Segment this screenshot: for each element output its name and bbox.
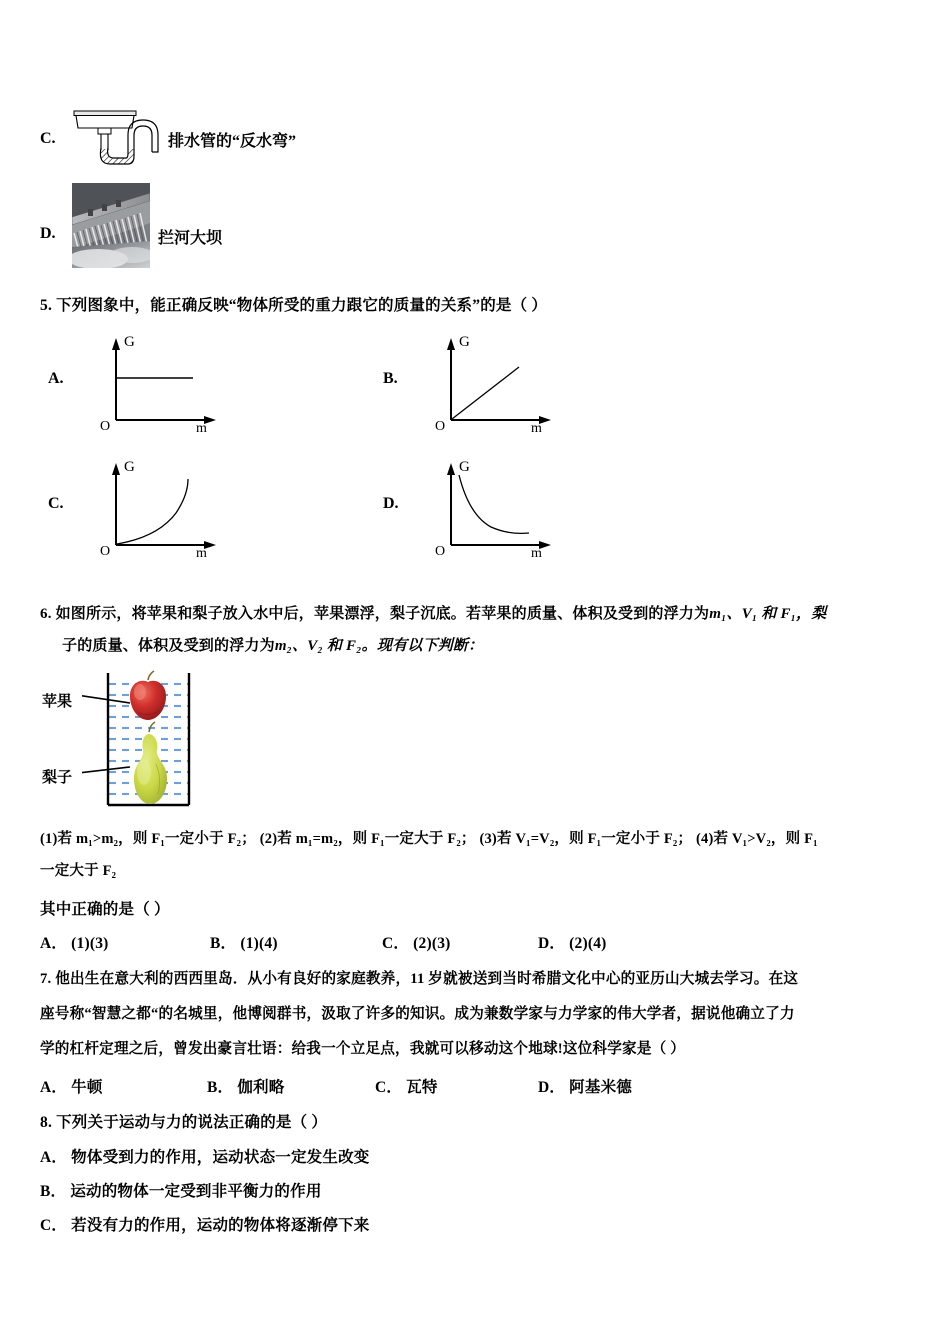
graph-d-x-label: m	[531, 546, 542, 557]
question7-option-c-text: 瓦特	[406, 1079, 438, 1096]
graph-d-origin: O	[435, 544, 446, 557]
question8-option-a-text: 物体受到力的作用，运动状态一定发生改变	[71, 1149, 370, 1166]
question6-option-d-letter: D．	[538, 935, 566, 952]
question6-option-a-letter: A．	[40, 935, 68, 952]
question6-option-d-text: (2)(4)	[569, 935, 607, 952]
question6-prompt-text: 其中正确的是（ ）	[40, 901, 170, 918]
question5-stem-text: 下列图象中，能正确反映“物体所受的重力跟它的质量的关系”的是（ ）	[56, 297, 548, 314]
question7-option-d[interactable]	[538, 1071, 632, 1105]
question5-stem	[40, 289, 547, 323]
question7-option-b-letter: B．	[207, 1079, 234, 1096]
question7-option-d-text: 阿基米德	[569, 1079, 632, 1096]
question8-option-a-letter: A．	[40, 1149, 68, 1166]
question7-option-c[interactable]	[375, 1071, 438, 1105]
question8-option-b[interactable]	[40, 1175, 322, 1209]
graph-c-origin: O	[100, 544, 111, 557]
graph-b-origin: O	[435, 419, 446, 432]
option-c-letter: C.	[48, 495, 64, 512]
beaker-with-fruit-diagram	[82, 668, 252, 818]
question7-option-d-letter: D．	[538, 1079, 566, 1096]
question8-stem-text: 下列关于运动与力的说法正确的是（ ）	[56, 1114, 328, 1131]
option-d-letter: D.	[383, 495, 399, 512]
graph-b-x-label: m	[531, 421, 542, 432]
question8-option-c[interactable]	[40, 1209, 369, 1243]
question8-option-b-letter: B．	[40, 1183, 67, 1200]
graph-a-horizontal-line	[78, 332, 228, 432]
question7-option-a-text: 牛顿	[71, 1079, 103, 1096]
question6-option-c-letter: C．	[382, 935, 410, 952]
question8-number: 8.	[40, 1114, 53, 1131]
question6-judgements-line1	[40, 822, 818, 856]
graph-c-y-label: G	[124, 459, 135, 475]
question7-option-c-letter: C．	[375, 1079, 403, 1096]
question6-option-a[interactable]	[40, 927, 109, 961]
question6-option-a-text: (1)(3)	[71, 935, 109, 952]
question6-stem-line1	[40, 597, 827, 631]
choice-c-letter: C.	[40, 130, 56, 147]
question6-stem-symbols-1: m₁、V₁ 和 F₁，梨	[709, 606, 827, 622]
question7-option-a[interactable]	[40, 1071, 103, 1105]
question6-option-b-letter: B．	[210, 935, 237, 952]
question7-option-a-letter: A．	[40, 1079, 68, 1096]
question6-number: 6.	[40, 606, 52, 622]
graph-a-y-label: G	[124, 334, 135, 350]
choice-c-caption: 排水管的“反水弯”	[168, 133, 297, 150]
question8-option-b-text: 运动的物体一定受到非平衡力的作用	[70, 1183, 322, 1200]
question8-option-a[interactable]	[40, 1141, 369, 1175]
question6-stem-line2	[62, 629, 483, 663]
figure-label-apple: 苹果	[42, 694, 73, 710]
question7-stem-line1	[40, 962, 798, 996]
question6-stem-text-1: 如图所示，将苹果和梨子放入水中后，苹果漂浮，梨子沉底。若苹果的质量、体积及受到的浮力为	[55, 606, 710, 622]
question8-option-c-text: 若没有力的作用，运动的物体将逐渐停下来	[71, 1217, 370, 1234]
question6-stem-symbols-2: m₂、V₂ 和 F₂。现有以下判断：	[274, 638, 484, 654]
choice-d-letter: D.	[40, 225, 56, 242]
question6-option-c-text: (2)(3)	[413, 935, 451, 952]
figure-label-pear: 梨子	[42, 770, 73, 786]
option-a-letter: A.	[48, 370, 64, 387]
question7-stem-text-3: 学的杠杆定理之后，曾发出豪言壮语：给我一个立足点，我就可以移动这个地球!这位科学家是（ ）	[40, 1041, 686, 1057]
question7-stem-line3	[40, 1032, 685, 1066]
dam-photo-icon	[72, 183, 150, 268]
question7-option-b[interactable]	[207, 1071, 284, 1105]
graph-c-x-label: m	[196, 546, 207, 557]
graph-a-x-label: m	[196, 421, 207, 432]
graph-a-origin: O	[100, 419, 111, 432]
question6-option-b-text: (1)(4)	[240, 935, 278, 952]
question6-stem-text-2: 子的质量、体积及受到的浮力为	[62, 638, 275, 654]
question6-judgements-text-2: 一定大于 F₂	[40, 863, 117, 879]
question6-prompt	[40, 893, 170, 927]
question7-number: 7.	[40, 971, 52, 987]
question6-judgements-line2	[40, 854, 116, 888]
question7-stem-text-1: 他出生在意大利的西西里岛．从小有良好的家庭教养，11 岁就被送到当时希腊文化中心的亚历山大城去学习。在这	[55, 971, 799, 987]
question6-judgements-text-1: (1)若 m₁>m₂，则 F₁一定小于 F₂； (2)若 m₁=m₂，则 F₁一定大于 F₂； (3)若 V₁=V₂，则 F₁一定小于 F₂； (4)若 V₁>V₂，则 F₁	[40, 831, 818, 847]
drain-trap-icon	[72, 108, 164, 168]
question8-option-c-letter: C．	[40, 1217, 68, 1234]
question5-number: 5.	[40, 297, 53, 314]
question7-stem-text-2: 座号称“智慧之都“的名城里，他博阅群书，汲取了许多的知识。成为兼数学家与力学家的伟大学者，据说他确立了力	[40, 1006, 795, 1022]
graph-d-y-label: G	[459, 459, 470, 475]
graph-d-hyperbola	[413, 457, 563, 557]
graph-c-concave-up	[78, 457, 228, 557]
question6-option-b[interactable]	[210, 927, 278, 961]
apple-shape	[130, 671, 166, 720]
choice-d-caption: 拦河大坝	[158, 230, 223, 247]
graph-b-linear-through-origin	[413, 332, 563, 432]
question6-option-d[interactable]	[538, 927, 607, 961]
question8-stem	[40, 1106, 327, 1140]
question7-stem-line2	[40, 997, 795, 1031]
option-b-letter: B.	[383, 370, 398, 387]
graph-b-y-label: G	[459, 334, 470, 350]
question6-option-c[interactable]	[382, 927, 451, 961]
question7-option-b-text: 伽利略	[237, 1079, 285, 1096]
